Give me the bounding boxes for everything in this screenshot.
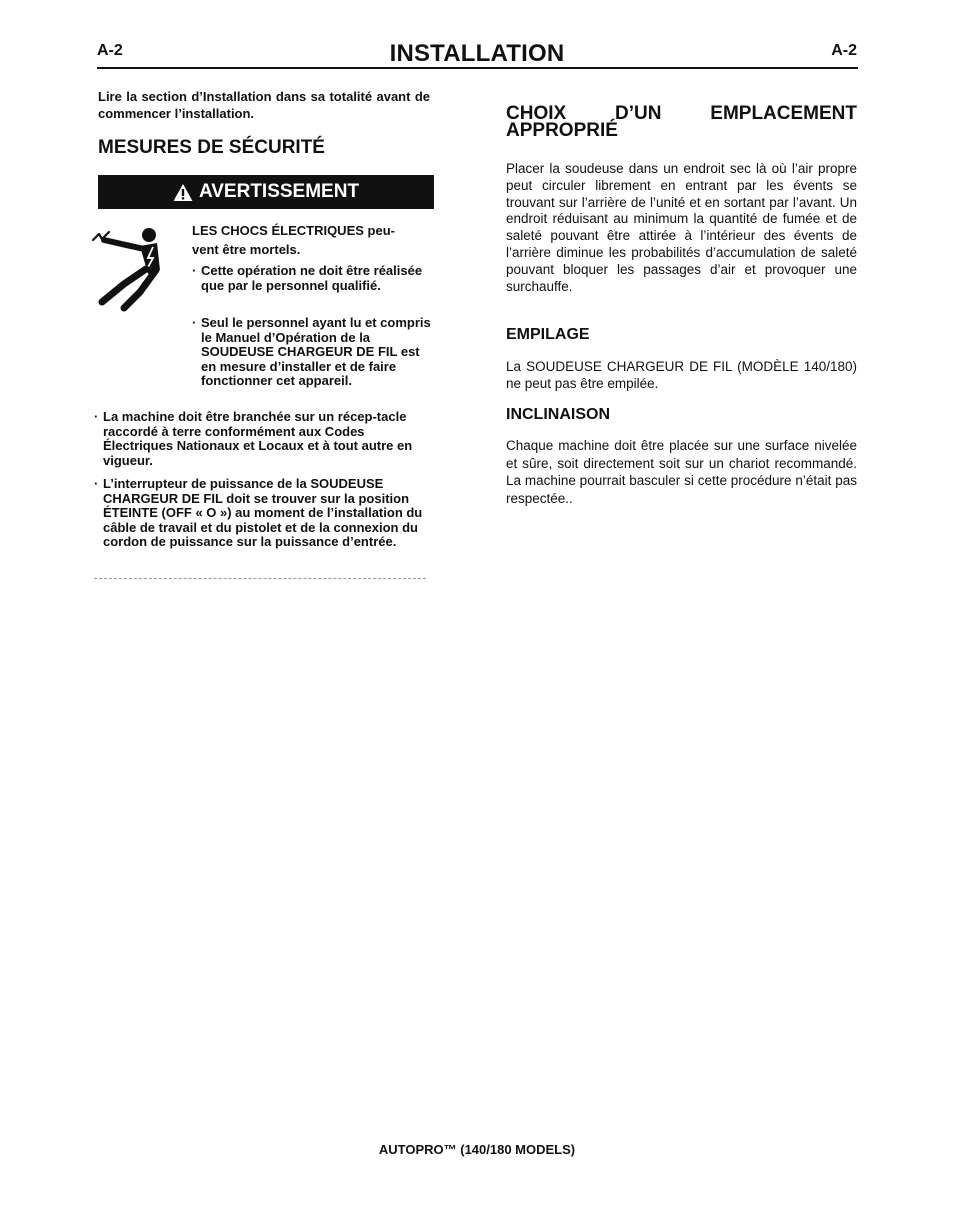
warning-bullet-full: · La machine doit être branchée sur un récep-tacle raccordé à terre conformément aux Codes Électriques Nationaux et Locaux et à tout autre en vigueur. (94, 409, 413, 468)
header-rule (97, 67, 858, 69)
electric-shock-icon (90, 222, 180, 314)
warning-bullet-full: · L’interrupteur de puissance de la SOUDEUSE CHARGEUR DE FIL doit se trouver sur la position ÉTEINTE (OFF « O ») au moment de l’installation du câble de travail et du pistolet et de la connexion du cordon de puissance sur la puissance d’entrée. (94, 476, 423, 549)
stacking-heading: EMPILAGE (506, 326, 590, 343)
warning-bullet: · Cette opération ne doit être réalisée que par le personnel qualifié. (192, 263, 423, 293)
warning-banner (98, 175, 434, 209)
location-heading: CHOIX D’UN EMPLACEMENT APPROPRIÉ (506, 103, 857, 141)
tilting-heading: INCLINAISON (506, 406, 610, 423)
warning-banner-label: AVERTISSEMENT (198, 181, 360, 202)
intro-paragraph: Lire la section d’Installation dans sa totalité avant de commencer l’installation. (98, 89, 430, 121)
location-paragraph: Placer la soudeuse dans un endroit sec là où l’air propre peut circuler librement en entrant par les évents se trouvant sur l’arrière de l’unité et en sortant par l’avant. Un endroit réduisant au minimum la quantité de fumée et de saleté pouvant être attirée à l’intérieur des évents de l’arrière diminue les probabilités d’accumulation de saleté pouvant bloquer les passages d’air et provoquer une surchauffe. (506, 161, 857, 294)
page-number-left: A-2 (97, 42, 123, 59)
page-number-right: A-2 (831, 42, 857, 59)
warning-lead: LES CHOCS ÉLECTRIQUES peu- vent être mortels. (192, 223, 395, 257)
page-title: INSTALLATION (389, 40, 565, 67)
page-footer: AUTOPRO™ (140/180 MODELS) (378, 1142, 576, 1157)
tilting-paragraph: Chaque machine doit être placée sur une surface nivelée et sûre, soit directement soit sur un chariot recommandé. La machine pourrait basculer si cette procédure n’était pas respectée.. (506, 438, 857, 506)
stacking-paragraph: La SOUDEUSE CHARGEUR DE FIL (MODÈLE 140/180) ne peut pas être empilée. (506, 359, 857, 391)
warning-bullet: · Seul le personnel ayant lu et compris le Manuel d’Opération de la SOUDEUSE CHARGEUR DE FIL est en mesure d’installer et de faire fonctionner cet appareil. (192, 315, 431, 388)
warning-end-divider (94, 578, 426, 579)
safety-heading: MESURES DE SÉCURITÉ (98, 137, 325, 158)
warning-triangle-icon (173, 183, 193, 202)
